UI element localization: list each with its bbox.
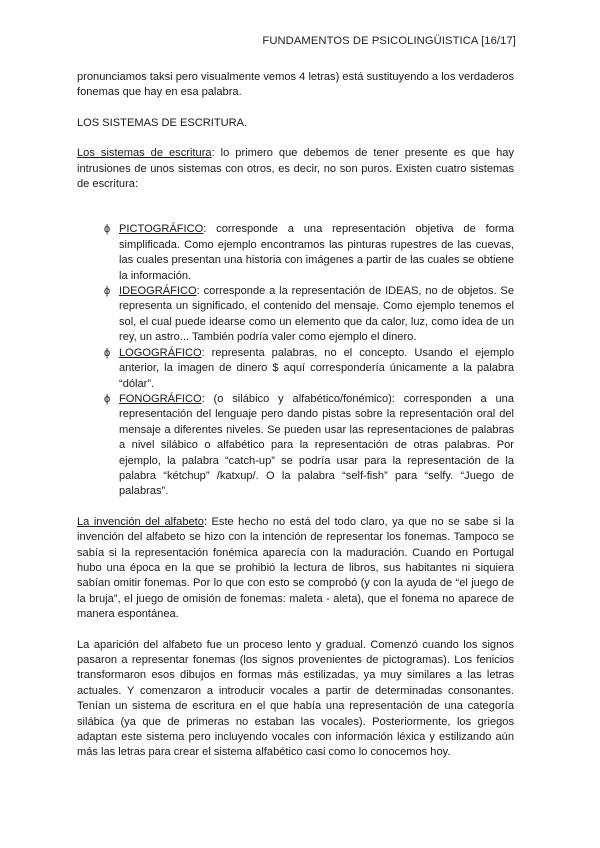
bullet-text: : corresponde a la representación de IDEAS, no de objetos. Se representa un significado, el contenido del mensaje. Como ejemplo tenemos el sol, el cual puede idearse como un elemento que da calor, luz, como idea de un rey, un astro... También podría valer como ejemplo el dinero. — [119, 285, 514, 344]
list-item — [77, 222, 514, 284]
list-item — [77, 392, 514, 500]
bullet-term: PICTOGRÁFICO — [119, 223, 204, 236]
final-paragraph: La aparición del alfabeto fue un proceso lento y gradual. Comenzó cuando los signos pasaron a representar fonemas (los signos provenientes de pictogramas). Los fenicios transformaron esos dibujos en formas más estilizadas, ya muy similares a las letras actuales. Y comenzaron a introducir vocales a partir de determinadas consonantes. Tenían un sistema de escritura en el que había una representación de una categoría silábica (ya que de primeras no estaban las vocales). Posteriormente, los griegos adaptan este sistema pero incluyendo vocales con información léxica y estilizando aún más las letras para crear el sistema alfabético casi como lo conocemos hoy. — [77, 638, 514, 759]
bullet-term: IDEOGRÁFICO — [119, 285, 197, 298]
list-item — [77, 346, 514, 392]
page-header: FUNDAMENTOS DE PSICOLINGÜISTICA [16/17] — [262, 35, 516, 47]
systems-text: : lo primero que debemos de tener presente es que hay intrusiones de unos sistemas con otros, es decir, no son puros. Existen cuatro sistemas de escritura: — [77, 147, 515, 191]
document-body — [77, 70, 514, 761]
bullet-icon: ϕ — [104, 346, 111, 359]
alphabet-text: : Este hecho no está del todo claro, ya que no se sabe si la invención del alfabeto se hizo con la intención de representar los fonemas. Tampoco se sabía si la representación fonémica aparecía con la maduración. Cuando en Portugal hubo una época en la que se prohibió la lectura de libros, sus habitantes ni siquiera sabían omitir fonemas. Por lo que con esto se comprobó (y con la ayuda de “el juego de la bruja”, el juego de omisión de fonemas: maleta - aleta), que el fonema no aparece de manera espontánea. — [77, 515, 514, 621]
bullet-text: : representa palabras, no el concepto. Usando el ejemplo anterior, la imagen de dinero $ aquí correspondería únicamente a la palabra “dólar”. — [119, 346, 514, 390]
list-item — [77, 284, 514, 346]
bullet-text: : (o silábico y alfabético/fonémico): corresponden a una representación del lenguaje pero dando pistas sobre la representación oral del mensaje a diferentes niveles. Se pueden usar las representaciones de palabras a nivel silábico o alfabético para la representación de otras palabras. Por ejemplo, la palabra “catch-up” se podría usar para la representación de la palabra “kétchup” /katxup/. O la palabra “self-fish” para “selfy. “Juego de palabras”. — [119, 392, 514, 498]
alphabet-lead: La invención del alfabeto — [77, 515, 204, 528]
bullet-icon: ϕ — [104, 392, 111, 405]
writing-systems-list — [77, 222, 514, 499]
bullet-icon: ϕ — [104, 223, 111, 236]
bullet-text: : corresponde a una representación objetiva de forma simplificada. Como ejemplo encontramos las pinturas rupestres de las cuevas, las cuales presentan una historia con imágenes a partir de las cuales se obtiene la información. — [119, 223, 514, 282]
systems-paragraph — [77, 146, 514, 192]
systems-lead: Los sistemas de escritura — [77, 147, 212, 160]
intro-paragraph: pronunciamos taksi pero visualmente vemos 4 letras) está sustituyendo a los verdaderos fonemas que hay en esa palabra. — [77, 71, 514, 99]
section-title: LOS SISTEMAS DE ESCRITURA. — [77, 116, 248, 129]
bullet-icon: ϕ — [104, 285, 111, 298]
bullet-term: FONOGRÁFICO — [119, 392, 202, 405]
alphabet-paragraph — [77, 515, 514, 623]
bullet-term: LOGOGRÁFICO — [119, 346, 202, 359]
